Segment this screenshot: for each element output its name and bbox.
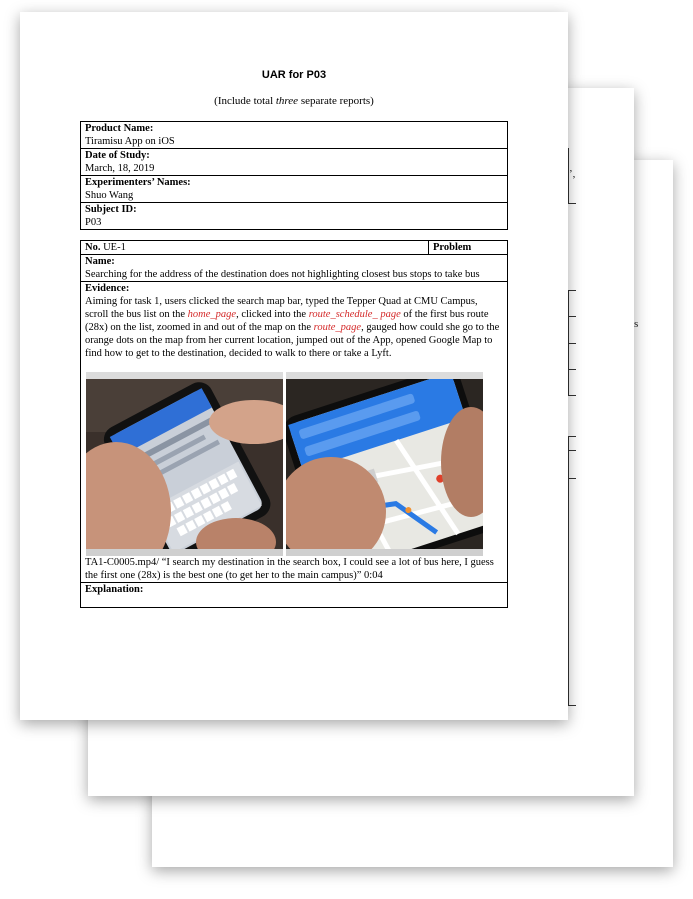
table-border [568,316,576,317]
participant-quote: TA1-C0005.mp4/ “I search my destination in the search box, I could see a lot of bus here, I guess the first one (28x) is the best one (to get her to the main campus)” 0:04 [85,557,494,581]
table-border [568,343,576,344]
subtitle-emphasis: three [275,95,299,107]
subject-value: P03 [85,217,102,228]
table-border [568,705,576,706]
video-progress-bar [86,549,283,556]
video-window-bar [286,372,483,379]
table-border [568,290,576,291]
product-value: Tiramisu App on iOS [85,136,175,147]
explanation-label: Explanation: [85,584,144,595]
table-border [568,369,576,370]
front-page [20,12,568,720]
evidence-photos [86,372,503,556]
product-label: Product Name: [85,123,154,134]
video-frame-map [286,372,483,556]
video-progress-bar [286,549,483,556]
table-border [568,450,576,451]
date-cell [81,149,508,176]
issue-type: Problem [429,241,508,255]
experimenters-value: Shuo Wang [85,190,134,201]
video-frame-keyboard [86,372,283,556]
route-page-link: route_page [313,322,362,333]
study-info-table [80,121,508,230]
experimenters-label: Experimenters’ Names: [85,177,191,188]
evidence-label: Evidence: [85,283,130,294]
page-title: UAR for P03 [261,69,327,81]
issue-number-value: UE-1 [100,242,126,253]
subtitle-text: (Include total [214,95,276,107]
issue-name-cell [81,255,508,282]
issue-name-value: Searching for the address of the destination does not highlighting closest bus stops to take bus [85,269,480,280]
evidence-part: , clicked into the [236,309,309,320]
subject-label: Subject ID: [85,204,137,215]
table-border [568,478,576,479]
date-label: Date of Study: [85,150,150,161]
table-border [568,203,576,204]
explanation-cell [81,583,508,608]
page-subtitle [20,95,568,107]
evidence-part: Aiming for task 1, users clicked the search map bar, typed the Tepper Quad at CMU Campus, scroll the bus list on the [85,296,478,320]
table-border [568,436,576,437]
table-border [568,436,569,706]
peek-text: ’, [569,168,576,180]
route-schedule-page-link: route_schedule_ page [308,309,401,320]
hand-map-image [286,372,483,556]
issue-table [80,240,508,608]
date-value: March, 18, 2019 [85,163,155,174]
hand-typing-image [86,372,283,556]
evidence-part: , gauged how could she go to the orange dots on the map from her current location, jumped out of the App, opened Google Map to find how to get to the destination, decided to walk to there or take a Lyft. [85,322,500,359]
subject-cell [81,203,508,230]
home-page-link: home_page [187,309,237,320]
issue-name-label: Name: [85,256,115,267]
evidence-part: of the first bus route (28x) on the list, zoomed in and out of the map on the [85,309,489,333]
issue-number-label: No. [85,242,101,253]
peek-text: s [634,318,639,330]
issue-number-cell [81,241,429,255]
evidence-text [85,295,503,360]
video-window-bar [86,372,283,379]
table-border [568,395,576,396]
subtitle-text: separate reports) [298,95,374,107]
experimenters-cell [81,176,508,203]
product-cell [81,122,508,149]
evidence-cell [81,282,508,583]
